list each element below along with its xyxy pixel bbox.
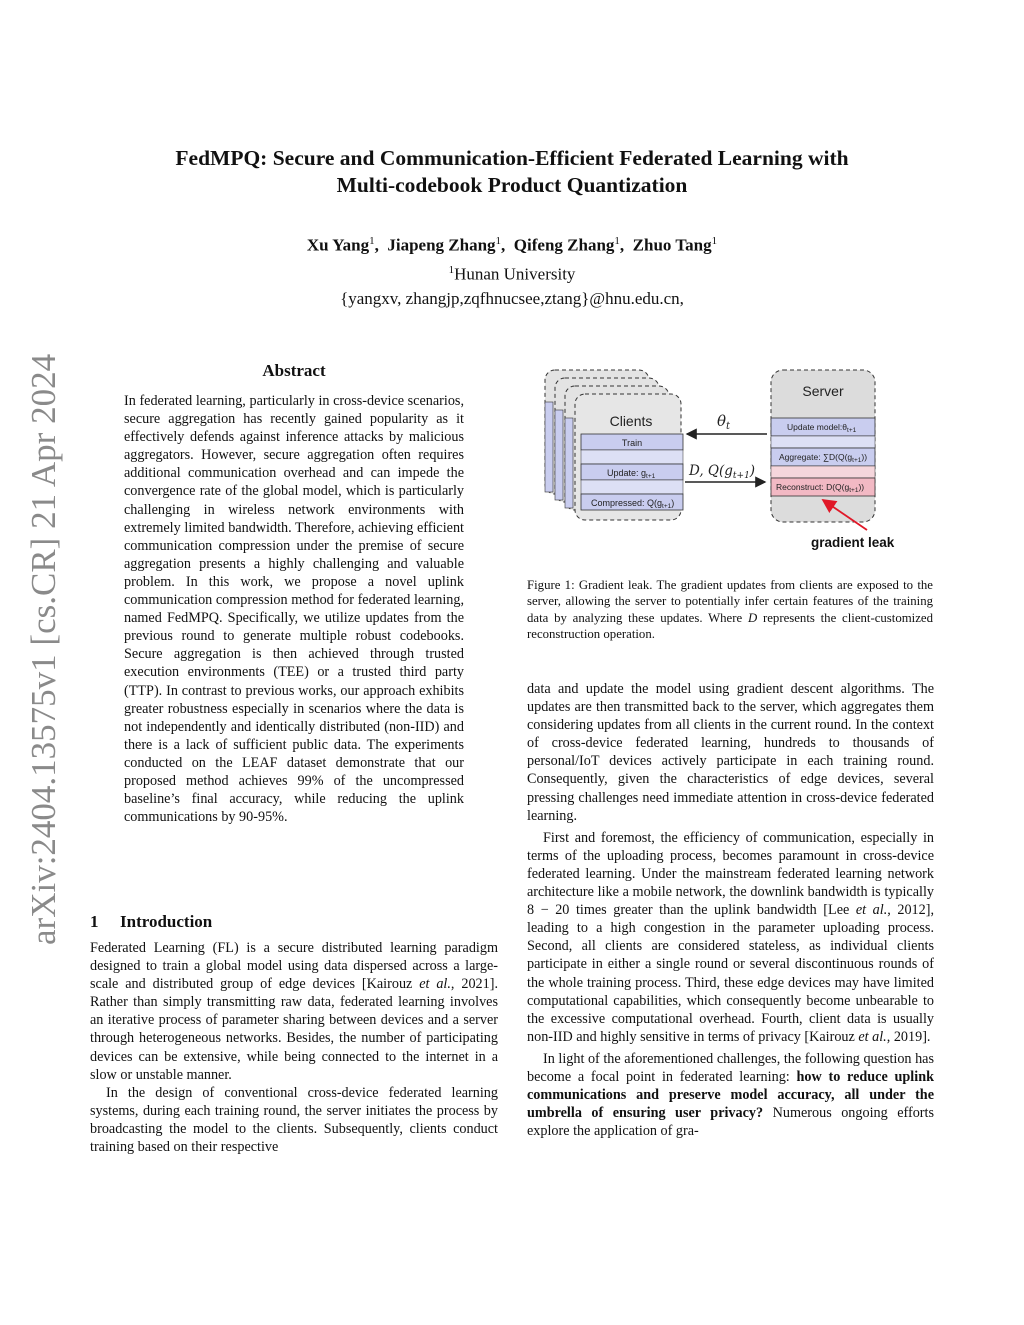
- citation-etal: et al.: [855, 902, 888, 919]
- abstract-heading: Abstract: [262, 361, 326, 380]
- abstract-text: In federated learning, particularly in cross-device scenarios, secure aggregation has recently gained popularity as it effectively defends against inference attacks by malicious aggregators. However, secure aggregation often requires additional communication overhead and can impede the convergence rate of the global model, which is particularly challenging in wireless network environments with extremely limited bandwidth. Therefore, achieving efficient communication compression under the premise of secure aggregation presents a highly challenging and valuable problem. In this work, we propose a novel uplink communication compression method for federated learning, named FedMPQ. Specifically, we utilize updates from the previous round to generate multiple robust codebooks. Secure aggregation is then achieved through trusted execution environments (TEE) or a trusted third party (TTP). In contrast to previous works, our approach exhibits greater robustness especially in scenarios where the data is not independently and identically distributed (non-IID) and there is a lack of sufficient public data. The experiments conducted on the LEAF dataset demonstrate that our proposed method achieves 99% of the uncompressed baseline’s final accuracy, while reducing the uplink communications by 90-95%.: [124, 393, 464, 826]
- title-line-2: Multi-codebook Product Quantization: [336, 173, 688, 197]
- author-affiliation-mark: 1: [369, 235, 375, 247]
- research-question: how to reduce uplink communications and preserve model accuracy, all under the umbrella of ensuring user privacy?: [527, 1068, 934, 1122]
- section-number: 1: [90, 912, 99, 931]
- text-run: First and foremost, the efficiency of communication, especially in terms of the uploading process, becomes paramount in cross-device federated learning. Under the mainstream federated learning network architecture like a mobile network, the downlink bandwidth is typically 8 − 20 times greater than the uplink bandwidth [Lee: [527, 829, 934, 919]
- arxiv-identifier: arXiv:2404.13575v1 [cs.CR] 21 Apr 2024: [24, 353, 63, 945]
- citation-etal: et al.: [419, 976, 451, 993]
- citation-etal: et al.: [858, 1028, 887, 1045]
- title-line-1: FedMPQ: Secure and Communication-Efficient Federated Learning with: [175, 146, 849, 170]
- section-heading-introduction: [90, 912, 212, 932]
- paragraph: data and update the model using gradient descent algorithms. The updates are then transmitted back to the server, which aggregates them considering updates from all clients in the current round. In the context of cross-device federated learning, hundreds to thousands of personal/IoT devices actively participate in each training round. Consequently, given the characteristics of edge devices, several pressing challenges need immediate attention in cross-device federated learning.: [527, 681, 934, 824]
- figure-1-caption: [527, 577, 933, 643]
- update-label: Update: $g_{t+1}$: [607, 468, 656, 480]
- text-run: Federated Learning (FL) is a secure distributed learning paradigm designed to train a global model using data dispersed across a large-scale and distributed group of edge devices [Kairouz: [90, 940, 498, 993]
- text-run: , 2021]. Rather than simply transmitting raw data, federated learning involves an iterative process of parameter sharing between devices and a server through heterogeneous networks. Besides, the number of participating devices can be extensive, while being connected to the internet in a slow or unstable manner.: [90, 976, 498, 1083]
- compressed-label: Compressed: $Q(g_{t+1})$: [591, 498, 675, 510]
- paragraph: [527, 829, 934, 1046]
- author-emails: {yangxv, zhangjp,zqfhnucsee,ztang}@hnu.edu.cn,: [340, 289, 684, 308]
- train-label: Train: [621, 438, 643, 448]
- paragraph: [90, 939, 498, 1084]
- text-run: , 2019].: [886, 1028, 931, 1045]
- section-title: Introduction: [120, 912, 213, 931]
- author-affiliation-mark: 1: [495, 235, 502, 247]
- server-title: Server: [802, 383, 844, 399]
- clients-title: Clients: [609, 413, 653, 429]
- figure-1-diagram: [527, 362, 933, 562]
- gradient-leak-label: gradient leak: [811, 535, 895, 550]
- upload-label: D, $Q(g_{t+1})$: [689, 463, 756, 481]
- introduction-body-right: [527, 680, 934, 1140]
- author-name: Xu Yang: [306, 235, 370, 255]
- author-name: Qifeng Zhang: [513, 235, 615, 255]
- caption-text: Figure 1: Gradient leak. The gradient updates from clients are exposed to the server, allowing the server to potentially infer certain features of the training data by analyzing these updates. Where: [527, 578, 933, 625]
- author-name: Zhuo Tang: [632, 235, 712, 255]
- author-affiliation-mark: 1: [711, 235, 718, 247]
- introduction-body: [90, 939, 498, 1156]
- caption-variable: D: [747, 610, 758, 625]
- paragraph: [527, 1050, 934, 1140]
- affiliation: [90, 259, 934, 286]
- reconstruct-label: Reconstruct: $D(Q(g_{t+1}))$: [776, 482, 865, 494]
- paragraph: In the design of conventional cross-device federated learning systems, during each training round, the server initiates the process by broadcasting the model to the clients. Subsequently, clients conduct training based on their respective: [90, 1084, 498, 1156]
- author-name: Jiapeng Zhang: [387, 235, 496, 255]
- author-affiliation-mark: 1: [614, 235, 620, 247]
- text-run: Numerous ongoing efforts explore the application of gra-: [527, 1105, 934, 1140]
- aggregate-label: Aggregate: $\sum D(Q(g_{t+1}))$: [779, 452, 868, 464]
- affiliation-mark: 1: [448, 264, 455, 276]
- update-model-label: Update $model:\theta_{t+1}$: [787, 422, 857, 434]
- affiliation-name: Hunan University: [454, 264, 576, 284]
- author-list: Xu Yang$^1$, Jiapeng Zhang$^1$, Qifeng Zhang$^1$, Zhuo Tang$^1$: [306, 235, 718, 255]
- text-run: In light of the aforementioned challenges, the following question has become a focal point in federated learning:: [527, 1050, 934, 1085]
- caption-text: represents the client-customized reconstruction operation.: [527, 610, 933, 642]
- text-run: , 2012], leading to a high congestion in the parameter uploading process. Second, all clients are considered stateless, as individual clients participate in either a single round or several discontinuous rounds of the whole training process. Third, these edge devices may have limited computational capabilities, which consequently become unbearable to the excessive computational overhead. Fourth, client data is usually non-IID and highly sensitive in terms of privacy [Kairouz: [527, 902, 934, 1045]
- theta-label: $\theta_t$: [717, 412, 731, 432]
- paper-title: [90, 145, 934, 199]
